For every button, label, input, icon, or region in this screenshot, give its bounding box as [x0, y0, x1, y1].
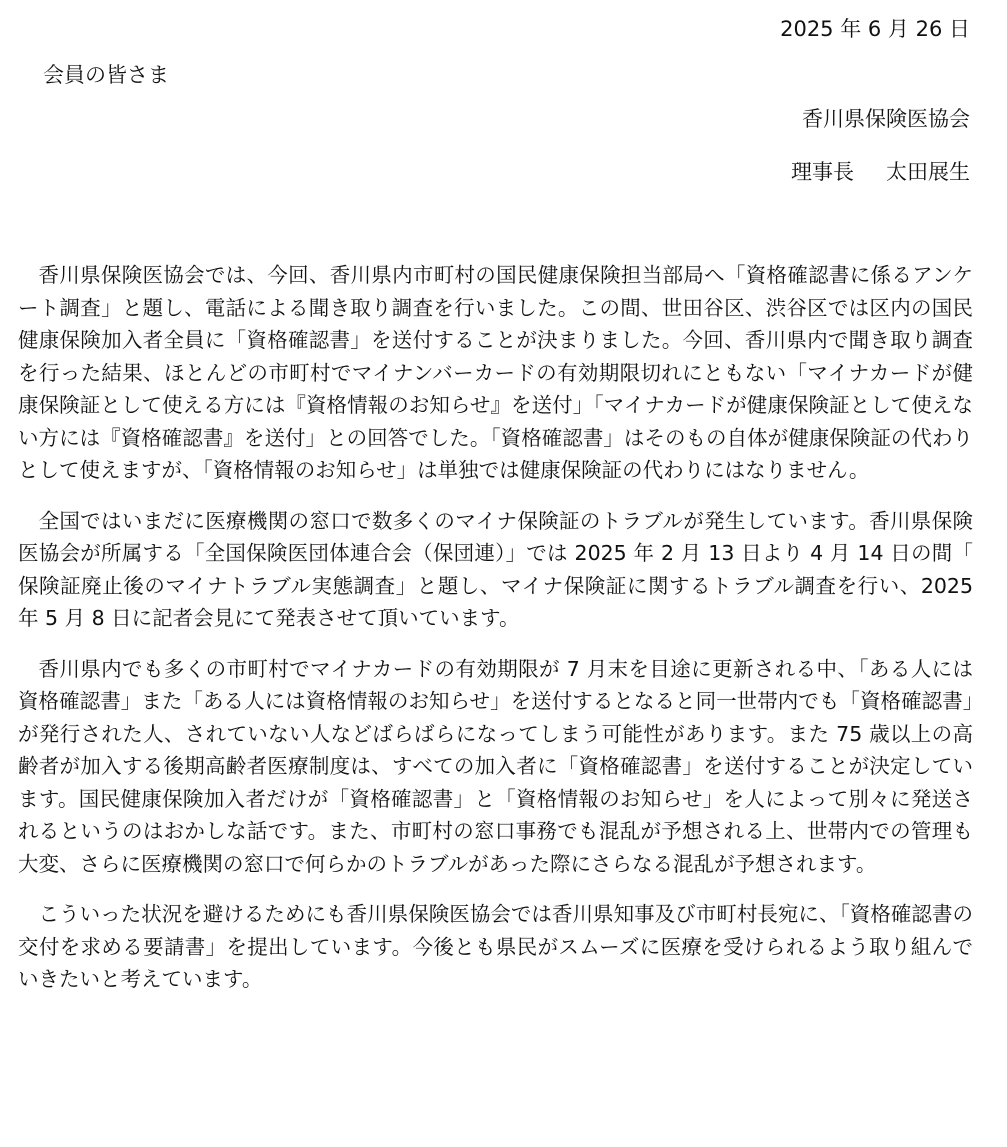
body-paragraph-4: こういった状況を避けるためにも香川県保険医協会では香川県知事及び市町村長宛に、「資格確認書の交付を求める要請書」を提出しています。今後とも県民がスムーズに医療を受けられるよう取り組んでいきたいと考えています。 — [18, 902, 973, 991]
body-paragraph-1: 香川県保険医協会では、今回、香川県内市町村の国民健康保険担当部局へ「資格確認書に係るアンケート調査」と題し、電話による聞き取り調査を行いました。この間、世田谷区、渋谷区では区内の国民健康保険加入者全員に「資格確認書」を送付することが決まりました。今回、香川県内で聞き取り調査を行った結果、ほとんどの市町村でマイナンバーカードの有効期限切れにともない「マイナカードが健康保険証として使える方には『資格情報のお知らせ』を送付」「マイナカードが健康保険証として使えない方には『資格確認書』を送付」との回答でした。「資格確認書」はそのもの自体が健康保険証の代わりとして使えますが、「資格情報のお知らせ」は単独では健康保険証の代わりにはなりません。 — [18, 263, 973, 482]
body-paragraph-2: 全国ではいまだに医療機関の窓口で数多くのマイナ保険証のトラブルが発生しています。香川県保険医協会が所属する「全国保険医団体連合会（保団連）」では 2025 年 2 月 13 日より 4 月 14 日の間「保険証廃止後のマイナトラブル実態調査」と題し、マイナ保険証に関するトラブル調査を行い、2025 年 5 月 8 日に記者会見にて発表させて頂いています。 — [18, 508, 973, 630]
letter-body — [18, 259, 973, 1012]
sender-chair — [791, 157, 970, 187]
letter-date: 2025 年 6 月 26 日 — [780, 17, 970, 41]
addressee: 会員の皆さま — [43, 63, 169, 87]
chair-name: 太田展生 — [886, 160, 970, 184]
sender-organization: 香川県保険医協会 — [802, 107, 970, 131]
body-paragraph-3: 香川県内でも多くの市町村でマイナカードの有効期限が 7 月末を目途に更新される中、「ある人には資格確認書」また「ある人には資格情報のお知らせ」を送付するとなると同一世帯内でも「資格確認書」が発行された人、されていない人などばらばらになってしまう可能性があります。また 75 歳以上の高齢者が加入する後期高齢者医療制度は、すべての加入者に「資格確認書」を送付することが決定しています。国民健康保険加入者だけが「資格確認書」と「資格情報のお知らせ」を人によって別々に発送されるというのはおかしな話です。また、市町村の窓口事務でも混乱が予想される上、世帯内での管理も大変、さらに医療機関の窓口で何らかのトラブルがあった際にさらなる混乱が予想されます。 — [18, 656, 973, 876]
chair-title: 理事長 — [791, 160, 854, 184]
